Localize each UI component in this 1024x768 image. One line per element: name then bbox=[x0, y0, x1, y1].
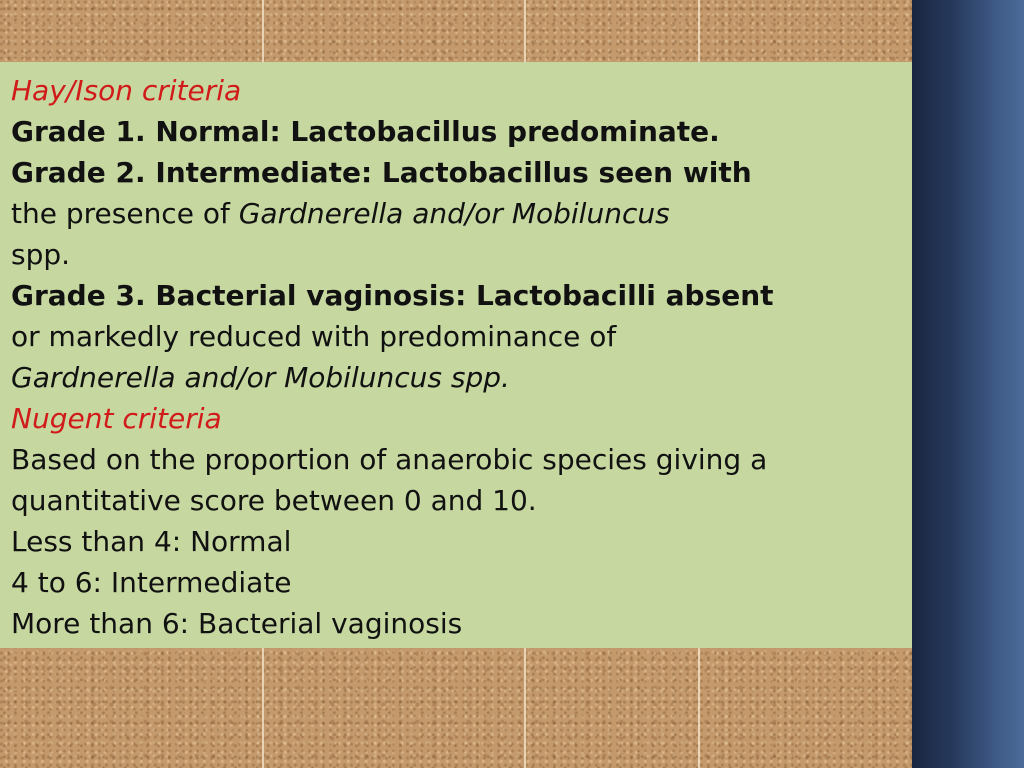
hay-ison-heading: Hay/Ison criteria bbox=[11, 74, 242, 107]
side-accent-strip bbox=[912, 0, 1024, 768]
grade-2-cont-end: spp. bbox=[11, 238, 71, 271]
grade-2-continuation bbox=[11, 193, 912, 234]
grade-3-continuation: or markedly reduced with predominance of bbox=[11, 320, 617, 353]
nugent-intermediate: 4 to 6: Intermediate bbox=[11, 566, 292, 599]
nugent-bv: More than 6: Bacterial vaginosis bbox=[11, 607, 463, 640]
nugent-normal: Less than 4: Normal bbox=[11, 525, 292, 558]
grade-3-text: Grade 3. Bacterial vaginosis: Lactobacilli absent bbox=[11, 279, 774, 312]
content-box bbox=[0, 62, 912, 648]
grade-2-cont-organisms: Gardnerella and/or Mobiluncus bbox=[238, 197, 670, 230]
nugent-heading: Nugent criteria bbox=[11, 402, 222, 435]
grade-2-text: Grade 2. Intermediate: Lactobacillus seen with bbox=[11, 156, 752, 189]
grade-1-text: Grade 1. Normal: Lactobacillus predominate. bbox=[11, 115, 720, 148]
nugent-description-2: quantitative score between 0 and 10. bbox=[11, 484, 537, 517]
nugent-description-1: Based on the proportion of anaerobic species giving a bbox=[11, 443, 768, 476]
grade-2-cont-prefix: the presence of bbox=[11, 197, 239, 230]
grade-3-cont-organisms: Gardnerella and/or Mobiluncus spp. bbox=[11, 361, 510, 394]
